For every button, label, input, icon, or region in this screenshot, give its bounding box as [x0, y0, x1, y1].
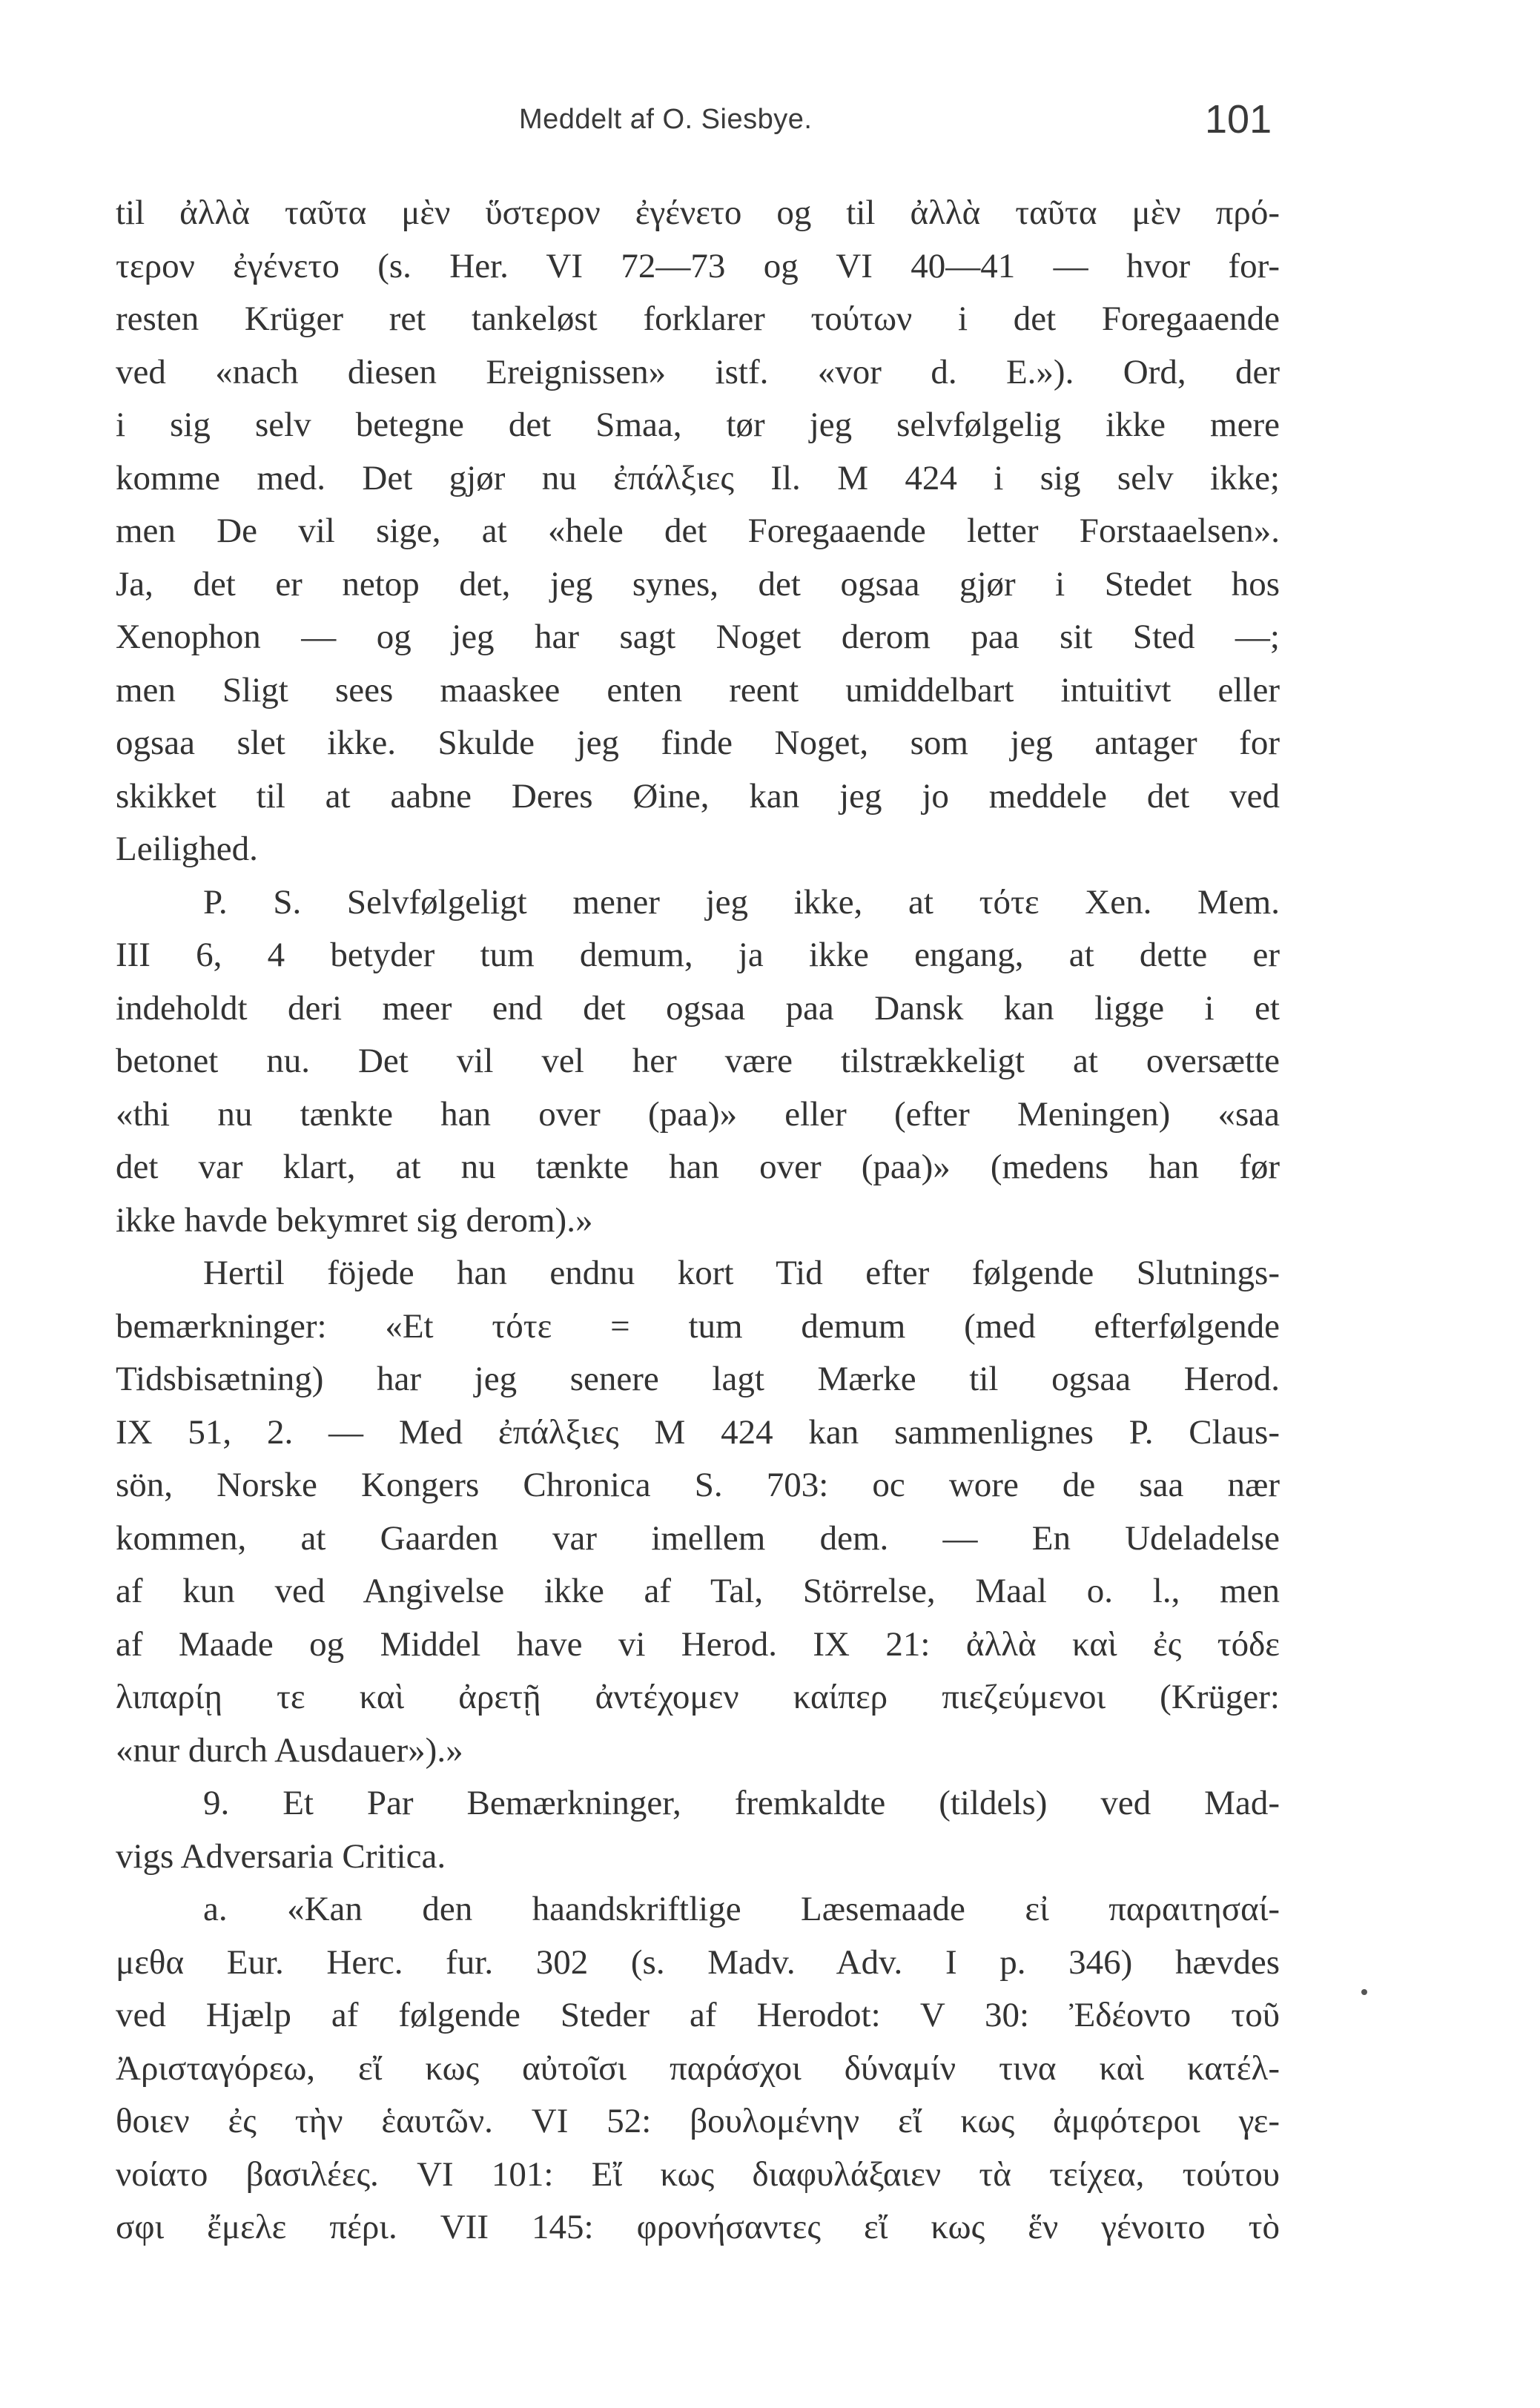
text-line: Ἀρισταγόρεω, εἴ κως αὐτοῖσι παράσχοι δύναμίν τινα καὶ κατέλ- — [116, 2048, 1280, 2088]
text-line: men De vil sige, at «hele det Foregaaende letter Forstaaelsen». — [116, 512, 1280, 550]
text-line: af kun ved Angivelse ikke af Tal, Störrelse, Maal o. l., men — [116, 1572, 1280, 1610]
body-text — [116, 187, 1280, 2255]
text-line: Tidsbisætning) har jeg senere lagt Mærke til ogsaa Herod. — [116, 1360, 1280, 1398]
text-line: bemærkninger: «Et τότε = tum demum (med efterfølgende — [116, 1306, 1280, 1346]
text-line: indeholdt deri meer end det ogsaa paa Dansk kan ligge i et — [116, 988, 1280, 1028]
text-line: resten Krüger ret tankeløst forklarer τούτων i det Foregaaende — [116, 300, 1280, 338]
text-line: af Maade og Middel have vi Herod. IX 21: ἀλλὰ καὶ ἐς τόδε — [116, 1624, 1280, 1664]
text-line: θοιεν ἐς τὴν ἑαυτῶν. VI 52: βουλομένην εἴ κως ἀμφότεροι γε- — [116, 2102, 1280, 2140]
text-line: νοίατο βασιλέες. VI 101: Εἴ κως διαφυλάξαιεν τὰ τείχεα, τούτου — [116, 2154, 1280, 2194]
text-line: σφι ἔμελε πέρι. VII 145: φρονήσαντες εἴ κως ἕν γένοιτο τὸ — [116, 2208, 1280, 2246]
text-line: Xenophon — og jeg har sagt Noget derom paa sit Sted —; — [116, 618, 1280, 656]
text-line: kommen, at Gaarden var imellem dem. — En Udeladelse — [116, 1518, 1280, 1558]
text-line: komme med. Det gjør nu ἐπάλξιες Il. M 424 i sig selv ikke; — [116, 458, 1280, 497]
text-line: «thi nu tænkte han over (paa)» eller (efter Meningen) «saa — [116, 1094, 1280, 1134]
text-line: «nur durch Ausdauer»).» — [116, 1730, 463, 1770]
text-line: men Sligt sees maaskee enten reent umiddelbart intuitivt eller — [116, 670, 1280, 710]
text-line: τερον ἐγένετο (s. Her. VI 72—73 og VI 40—41 — hvor for- — [116, 246, 1280, 285]
text-line: vigs Adversaria Critica. — [116, 1836, 446, 1876]
text-line: Ja, det er netop det, jeg synes, det ogsaa gjør i Stedet hos — [116, 564, 1280, 603]
text-line: P. S. Selvfølgeligt mener jeg ikke, at τότε Xen. Mem. — [203, 882, 1280, 922]
text-line: til ἀλλὰ ταῦτα μὲν ὕστερον ἐγένετο og til ἀλλὰ ταῦτα μὲν πρό- — [116, 194, 1280, 232]
text-line: skikket til at aabne Deres Øine, kan jeg jo meddele det ved — [116, 776, 1280, 816]
text-line: ved Hjælp af følgende Steder af Herodot: V 30: Ἐδέοντο τοῦ — [116, 1996, 1280, 2034]
text-line: Leilighed. — [116, 830, 258, 868]
text-line: Hertil föjede han endnu kort Tid efter følgende Slutnings- — [203, 1254, 1280, 1292]
text-line: μεθα Eur. Herc. fur. 302 (s. Madv. Adv. I p. 346) hævdes — [116, 1942, 1280, 1982]
running-head: Meddelt af O. Siesbye. — [519, 104, 813, 135]
text-line: i sig selv betegne det Smaa, tør jeg selvfølgelig ikke mere — [116, 406, 1280, 444]
text-line: IX 51, 2. — Med ἐπάλξιες M 424 kan sammenlignes P. Claus- — [116, 1412, 1280, 1452]
text-line: betonet nu. Det vil vel her være tilstrækkeligt at oversætte — [116, 1042, 1280, 1080]
text-line: a. «Kan den haandskriftlige Læsemaade εἰ παραιτησαί- — [203, 1890, 1280, 1928]
text-line: sön, Norske Kongers Chronica S. 703: oc wore de saa nær — [116, 1466, 1280, 1504]
text-line: III 6, 4 betyder tum demum, ja ikke engang, at dette er — [116, 936, 1280, 974]
text-line: 9. Et Par Bemærkninger, fremkaldte (tildels) ved Mad- — [203, 1784, 1280, 1822]
margin-dot — [1361, 1989, 1367, 1995]
text-line: ikke havde bekymret sig derom).» — [116, 1200, 593, 1240]
page-number: 101 — [1205, 97, 1272, 142]
text-line: λιπαρίῃ τε καὶ ἀρετῇ ἀντέχομεν καίπερ πιεζεύμενοι (Krüger: — [116, 1678, 1280, 1716]
text-line: ved «nach diesen Ereignissen» istf. «vor d. E.»). Ord, der — [116, 352, 1280, 391]
text-line: det var klart, at nu tænkte han over (paa)» (medens han før — [116, 1148, 1280, 1186]
text-line: ogsaa slet ikke. Skulde jeg finde Noget, som jeg antager for — [116, 724, 1280, 762]
